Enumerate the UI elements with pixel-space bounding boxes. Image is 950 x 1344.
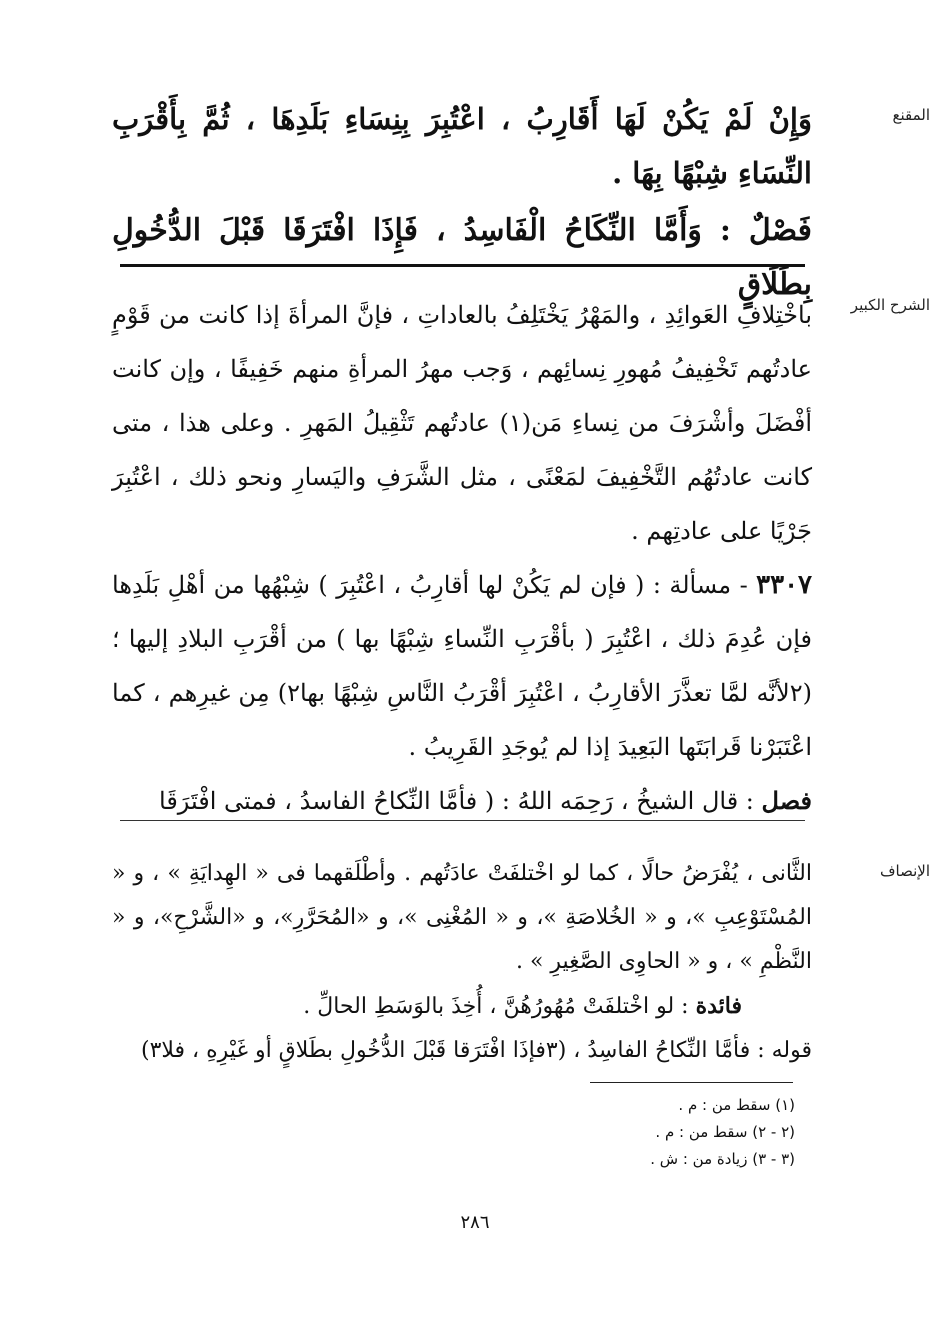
footnote-item: (٢ - ٢) سقط من : م . (655, 1123, 795, 1141)
masala-text: - مسألة : ( فإن لم يَكُنْ لها أقارِبُ ، اعْتُبِرَ ) شِبْهُها من أهْلِ بَلَدِها فإن عُدِمَ ذلك ، اعْتُبِرَ ( بأقْرَبِ النِّساءِ شِبْهًا بها ) من أقْرَبِ البلادِ إليها ؛ (٢لأنَّه لمَّا تعذَّرَ الأقارِبُ ، اعْتُبِرَ أقْرَبُ النَّاسِ شِبْهًا بها٢) مِن غيرِهم ، كما اعْتَبَرْنا قَرابَتَها البَعِيدَ إذا لم يُوجَدِ القَرِيبُ . (112, 571, 812, 761)
masala-number: ٣٣٠٧ (756, 570, 812, 600)
footnote-divider (590, 1082, 793, 1083)
footnote-item: (١) سقط من : م . (678, 1096, 795, 1114)
footnote-item: (٣ - ٣) زيادة من : ش . (650, 1150, 795, 1168)
muqni-fasl-text: : وَأَمَّا النِّكَاحُ الْفَاسِدُ ، فَإِذَا افْتَرَقَا قَبْلَ الدُّخُولِ بِطَلَاقٍ (112, 213, 812, 302)
insaf-paragraph: الثَّانى ، يُفْرَضُ حالًا ، كما لو اخْتلفَتْ عادَتُهم . وأطْلَقهما فى « الهِدايَةِ » ، و « المُسْتَوْعِبِ »، و « الخُلاصَةِ »، و « المُغْنِى »، و «المُحَرَّرِ»، و «الشَّرْحِ»، و « النَّظْمِ » ، و « الحاوِى الصَّغِيرِ » . (112, 861, 812, 974)
page-number: ٢٨٦ (460, 1212, 490, 1233)
section-divider-thick (120, 264, 805, 267)
sharh-fasl-word: فصل (761, 786, 812, 815)
faida-text: : لو اخْتلفَتْ مُهُورُهُنَّ ، أُخِذَ بالوَسَطِ الحالِّ . (303, 994, 696, 1019)
faida-word: فائدة (695, 993, 742, 1019)
label-insaf: الإنصاف (879, 862, 930, 880)
section-divider-thin (120, 820, 805, 821)
sharh-text-block (112, 288, 812, 828)
insaf-qawluh-line: قوله : فأمَّا النِّكاحُ الفاسِدُ ، (٣فإذَا افْتَرَقا قَبْلَ الدُّخُولِ بطَلاقٍ أو غَيْرِهِ ، فلا٣) (140, 1038, 812, 1063)
sharh-paragraph: باخْتِلافِ العَوائِدِ ، والمَهْرُ يَخْتَلِفُ بالعاداتِ ، فإنَّ المرأةَ إذا كانت من قَوْمٍ عادتُهم تَخْفِيفُ مُهورِ نِسائِهم ، وَجب مهرُ المرأةِ منهم خَفِيفًا ، وإن كانت أفْضَلَ وأشْرَفَ من نِساءِ مَن(١) عادتُهم تَثْقِيلُ المَهرِ . وعلى هذا ، متى كانت عادتُهُم التَّخْفِيفَ لمَعْنًى ، مثل الشَّرَفِ واليَسارِ ونحو ذلك ، اعْتُبِرَ جَرْيًا على عادتِهم . (112, 301, 812, 545)
sharh-fasl-text: : قال الشيخُ ، رَحِمَه اللهُ : ( فأمَّا النِّكاحُ الفاسدُ ، فمتى افْتَرَقَا (159, 787, 762, 815)
footnotes (300, 1092, 795, 1173)
muqni-text-block (112, 92, 812, 312)
insaf-faida-line (112, 984, 812, 1029)
insaf-text-block (112, 852, 812, 1073)
label-sharh: الشرح الكبير (850, 296, 930, 314)
sharh-masala-paragraph (112, 558, 812, 774)
label-muqni: المقنع (892, 106, 930, 124)
muqni-fasl-word: فَصْلٌ (748, 213, 812, 248)
muqni-line: وَإِنْ لَمْ يَكُنْ لَهَا أَقَارِبُ ، اعْتُبِرَ بِنِسَاءِ بَلَدِهَا ، ثُمَّ بِأَقْرَبِ النِّسَاءِ شِبْهًا بِهَا . (112, 102, 812, 190)
